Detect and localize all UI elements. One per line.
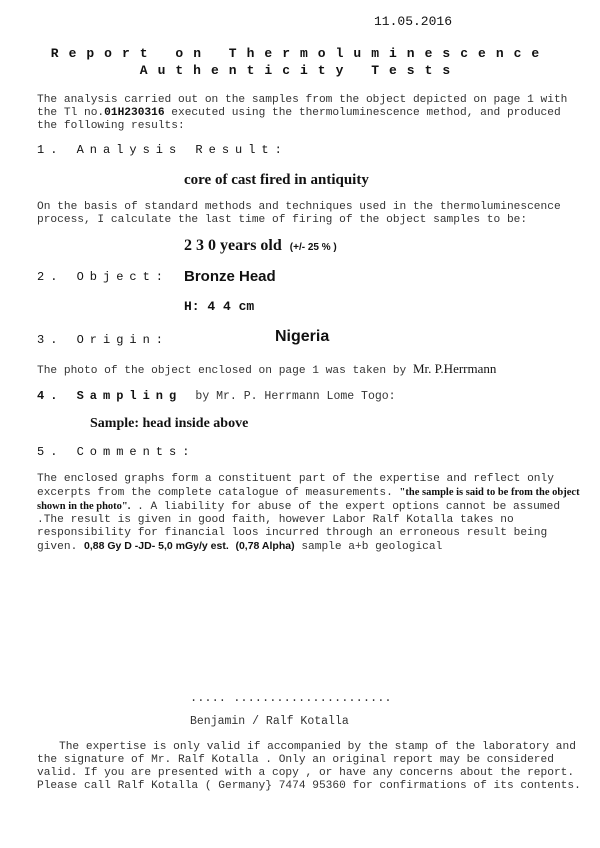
report-title-line1: Report on Thermoluminescence: [50, 46, 550, 61]
section-2-heading: 2. Object:: [37, 270, 170, 284]
photo-note-text: The photo of the object enclosed on page 1 was taken by: [37, 365, 407, 377]
validity-footer: The expertise is only valid if accompanied by the stamp of the laboratory and the signature of Mr. Ralf Kotalla . Only an original report may be considered valid. If you are presented with a copy , or have any concerns about the report. Please call Ralf Kotalla ( Germany} 7474 95360 for confirmations of its contents.: [37, 741, 581, 792]
age-value: 2 3 0 years old: [184, 237, 282, 254]
sampling-by: by Mr. P. Herrmann Lome Togo:: [195, 390, 396, 403]
basis-paragraph: On the basis of standard methods and techniques used in the thermoluminescence process, I calculate the last time of firing of the object samples to be:: [37, 201, 561, 226]
age-tolerance: (+/- 25 % ): [289, 242, 337, 253]
alpha-value: (0,78 Alpha): [235, 540, 295, 552]
origin-value: Nigeria: [275, 328, 330, 345]
photographer-name: Mr. P.Herrmann: [412, 361, 497, 376]
section-4-heading: 4. Sampling: [37, 389, 183, 403]
age-line: [184, 237, 337, 255]
photo-note: [37, 362, 496, 378]
sample-geology: sample a+b geological: [301, 541, 443, 553]
section-5-heading: 5. Comments:: [37, 445, 196, 459]
intro-text-2: executed using the thermoluminescence method, and produced the following results:: [37, 107, 561, 132]
section-3-heading: 3. Origin:: [37, 333, 170, 347]
object-name: Bronze Head: [184, 268, 276, 285]
report-title-line2: Authenticity Tests: [139, 63, 461, 78]
comments-text-2: . A liability for abuse of the expert options cannot be assumed .The result is given in good faith, however Labor Ralf Kotalla takes no responsibility for financial loos incurred through an erroneous result being given.: [37, 501, 561, 553]
signature-name: Benjamin / Ralf Kotalla: [190, 715, 349, 728]
section-1-heading: 1. Analysis Result:: [37, 143, 288, 157]
comments-paragraph: [37, 473, 583, 554]
signature-line: ..... ......................: [190, 691, 392, 705]
intro-paragraph: [37, 94, 583, 133]
dose-measurement: 0,88 Gy D -JD- 5,0 mGy/y est.: [84, 540, 229, 552]
report-date: 11.05.2016: [374, 14, 453, 29]
comments-quote: "the sample is said to be from the object shown in the photo".: [37, 487, 580, 512]
object-height: H: 4 4 cm: [184, 299, 255, 314]
tl-number: 01H230316: [104, 107, 165, 119]
sampling-line: [37, 389, 396, 403]
sample-location: Sample: head inside above: [90, 416, 249, 431]
comments-text-1: The enclosed graphs form a constituent part of the expertise and reflect only excerpts from the complete catalogue of measurements.: [37, 473, 554, 499]
intro-text-1: The analysis carried out on the samples from the object depicted on page 1 with the Tl no.: [37, 94, 568, 119]
analysis-result: core of cast fired in antiquity: [184, 172, 369, 188]
